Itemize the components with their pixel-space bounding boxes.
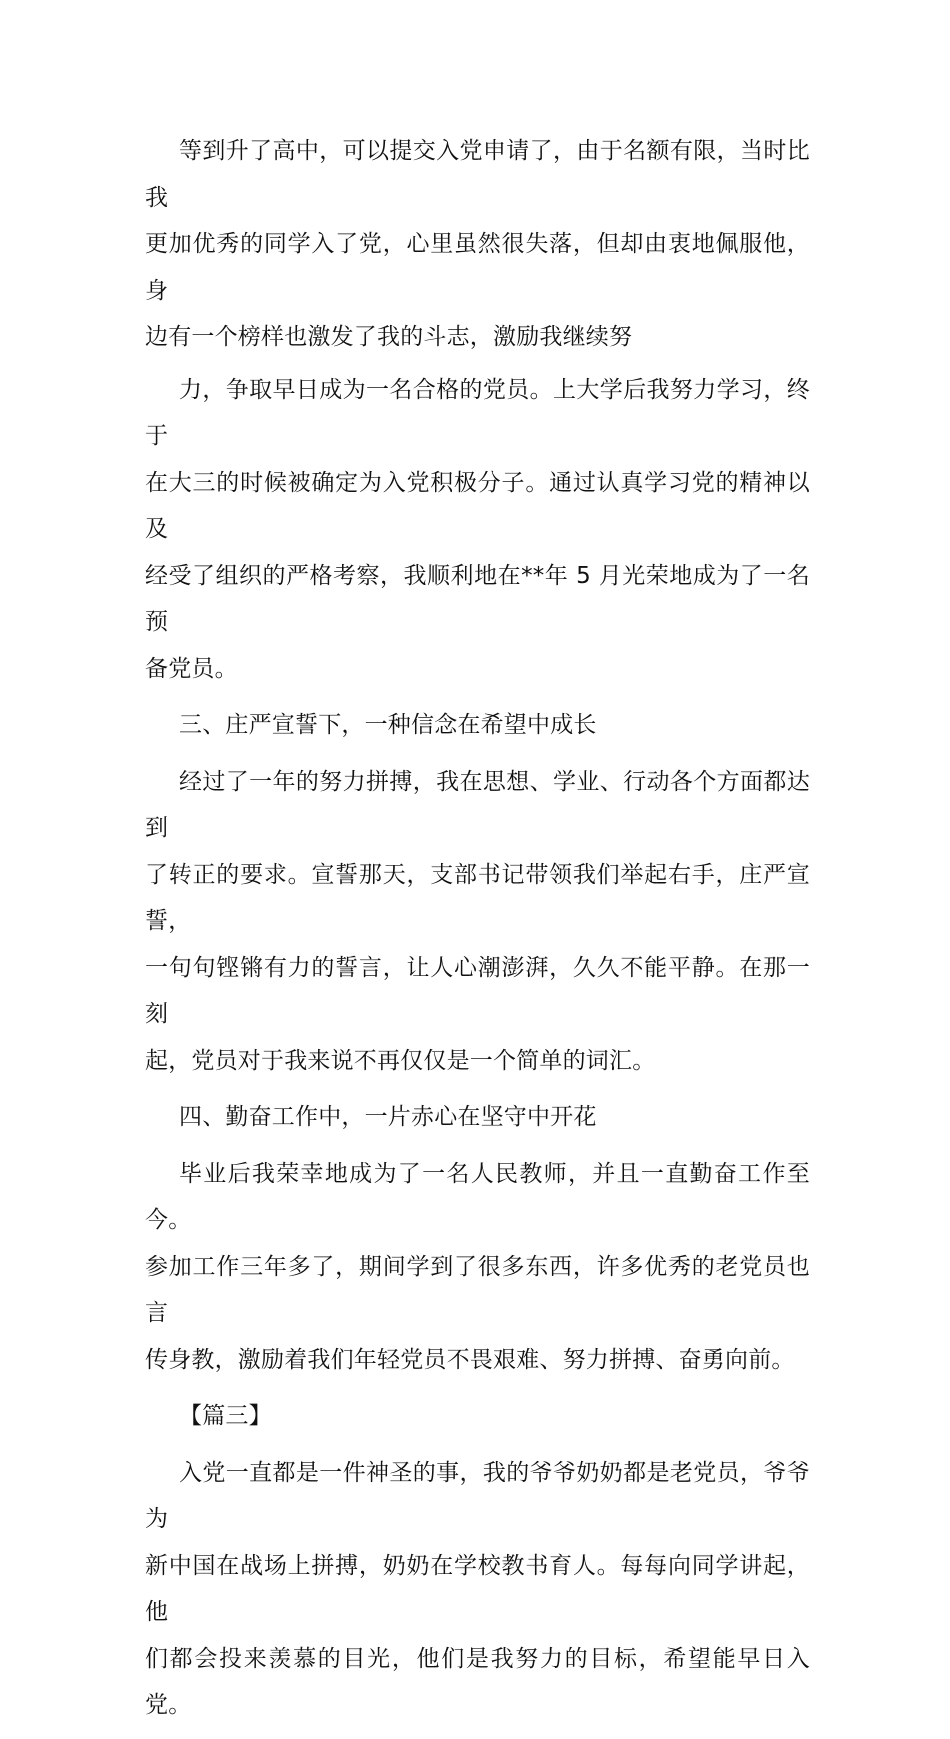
text-line: 边有一个榜样也激发了我的斗志，激励我继续努	[145, 324, 633, 350]
section-title-part-three	[145, 1393, 810, 1440]
paragraph-grandparents	[145, 1450, 810, 1729]
text-line: 传身教，激励着我们年轻党员不畏艰难、努力拼搏、奋勇向前。	[145, 1346, 795, 1373]
text-line: 毕业后我荣幸地成为了一名人民教师，并且一直勤奋工作至今。	[145, 1160, 810, 1233]
text-line: 了转正的要求。宣誓那天，支部书记带领我们举起右手，庄严宣誓，	[145, 861, 810, 934]
paragraph-high-school	[145, 128, 810, 361]
text-line: 新中国在战场上拼搏，奶奶在学校教书育人。每每向同学讲起，他	[145, 1552, 810, 1625]
section-heading-work	[145, 1094, 810, 1141]
text-line: 等到升了高中，可以提交入党申请了，由于名额有限，当时比我	[145, 138, 810, 211]
document-body	[145, 128, 810, 1739]
text-line: 在大三的时候被确定为入党积极分子。通过认真学习党的精神以及	[145, 469, 810, 542]
text-line: 力，争取早日成为一名合格的党员。上大学后我努力学习，终于	[145, 376, 810, 449]
text-line: 起，党员对于我来说不再仅仅是一个简单的词汇。	[145, 1047, 656, 1074]
heading-text: 四、勤奋工作中，一片赤心在坚守中开花	[179, 1104, 597, 1130]
paragraph-university	[145, 367, 810, 693]
section-title-text: 【篇三】	[179, 1403, 272, 1429]
text-line: 一句句铿锵有力的誓言，让人心潮澎湃，久久不能平静。在那一刻	[145, 954, 810, 1027]
paragraph-oath	[145, 759, 810, 1085]
heading-text: 三、庄严宣誓下，一种信念在希望中成长	[179, 712, 597, 738]
paragraph-work	[145, 1151, 810, 1384]
text-line: 入党一直都是一件神圣的事，我的爷爷奶奶都是老党员，爷爷为	[145, 1459, 810, 1532]
text-line: 经受了组织的严格考察，我顺利地在**年 5 月光荣地成为了一名预	[145, 562, 810, 635]
text-line: 参加工作三年多了，期间学到了很多东西，许多优秀的老党员也言	[145, 1253, 810, 1326]
text-line: 们都会投来羡慕的目光，他们是我努力的目标，希望能早日入党。	[145, 1645, 810, 1718]
text-line: 经过了一年的努力拼搏，我在思想、学业、行动各个方面都达到	[145, 768, 810, 841]
text-line: 备党员。	[145, 655, 238, 682]
section-heading-oath	[145, 702, 810, 749]
text-line: 更加优秀的同学入了党，心里虽然很失落，但却由衷地佩服他，身	[145, 231, 810, 304]
